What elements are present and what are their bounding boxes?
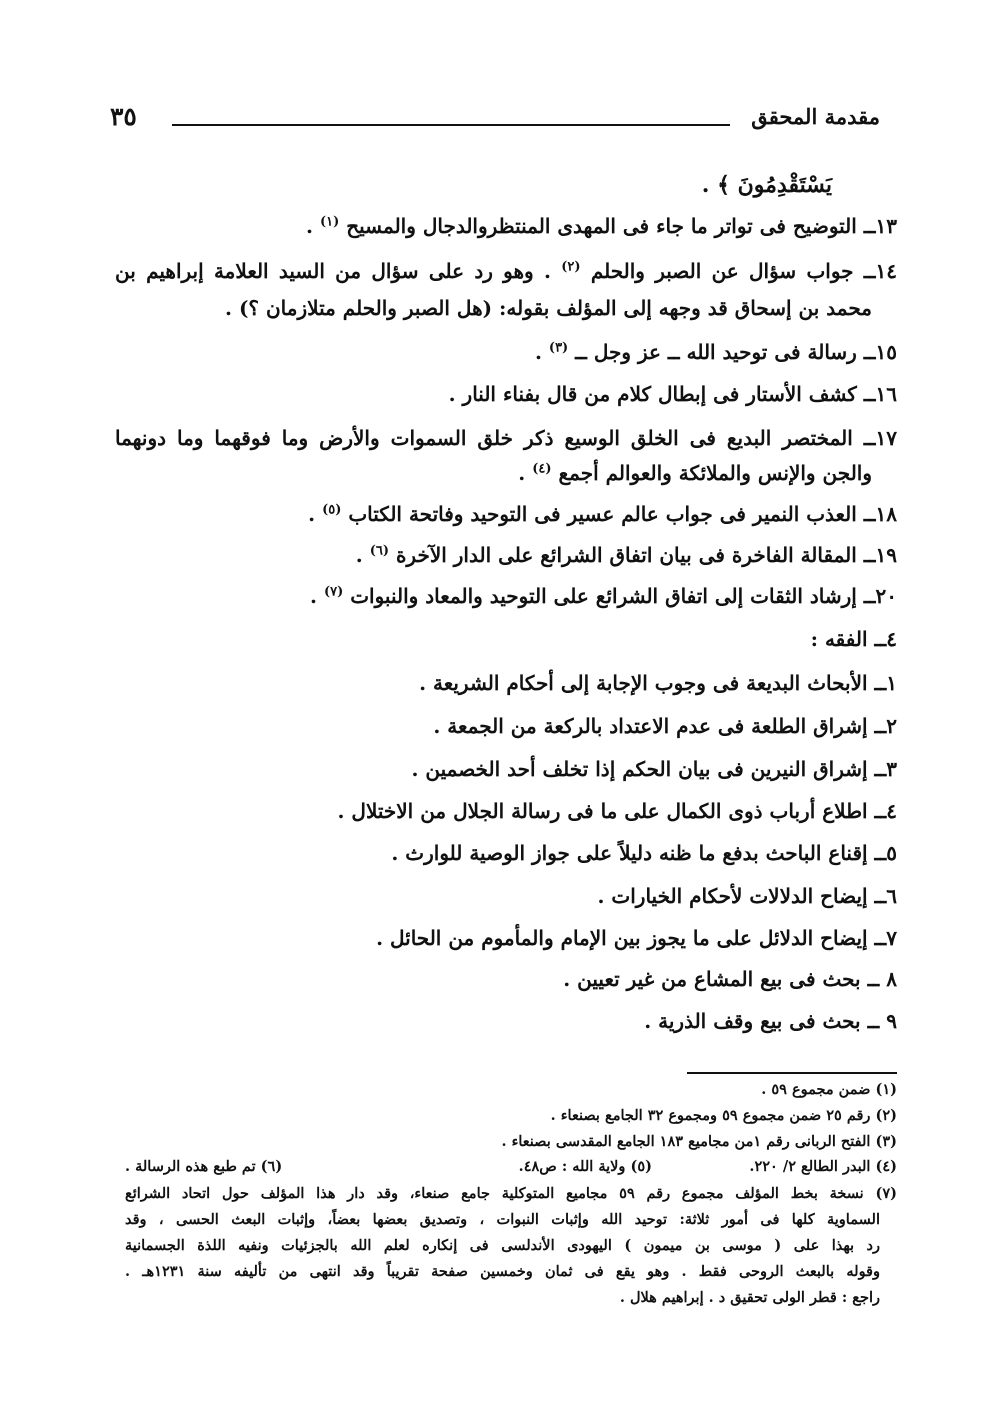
- work-tail: .: [518, 461, 533, 485]
- work-tail: .: [355, 543, 370, 567]
- footnote-row-4-6: [125, 1158, 897, 1180]
- work-item-continuation: [518, 461, 872, 485]
- work-text: والجن والإنس والملائكة والعوالم أجمع: [558, 461, 872, 485]
- work-text: ٢٠ــ إرشاد الثقات إلى اتفاق الشرائع على التوحيد والمعاد والنبوات: [350, 584, 897, 608]
- fiqh-item: ٧ــ إيضاح الدلائل على ما يجوز بين الإمام والمأموم من الحائل .: [376, 926, 897, 950]
- header-title: مقدمة المحقق: [751, 104, 880, 129]
- footnote-ref: (١): [319, 214, 340, 230]
- work-item-continuation: [225, 296, 872, 320]
- header-rule: [172, 124, 730, 126]
- work-item: [308, 502, 897, 526]
- fiqh-item: ٣ــ إشراق النيرين فى بيان الحكم إذا تخلف أحد الخصمين .: [411, 757, 897, 781]
- work-text: محمد بن إسحاق قد وجهه إلى المؤلف بقوله: (هل الصبر والحلم متلازمان ؟) .: [225, 296, 872, 320]
- footnote-rule: [687, 1072, 897, 1074]
- page-header: [110, 104, 880, 144]
- work-item: [115, 259, 897, 283]
- work-tail: .: [306, 214, 320, 238]
- work-text: ١٥ــ رسالة فى توحيد الله ــ عز وجل ــ: [575, 340, 897, 364]
- footnote-ref: (٧): [323, 584, 344, 600]
- work-text: ١٣ــ التوضيح فى تواتر ما جاء فى المهدى المنتظروالدجال والمسيح: [346, 214, 897, 238]
- footnote-2: (٢) رقم ٢٥ ضمن مجموع ٥٩ ومجموع ٣٢ الجامع بصنعاء .: [550, 1107, 897, 1124]
- footnote-4: (٤) البدر الطالع ٢/ ٢٢٠.: [749, 1158, 897, 1175]
- fiqh-item: ٦ــ إيضاح الدلالات لأحكام الخيارات .: [597, 884, 897, 908]
- work-item: [449, 382, 897, 406]
- work-item: [535, 340, 897, 364]
- fiqh-item: ٩ ــ بحث فى بيع وقف الذرية .: [644, 1009, 897, 1033]
- footnote-7-line: السماوية كلها فى أمور ثلاثة: توحيد الله وإثبات النبوات ، وتصديق بعضها بعضاً، وإثبات البعث الحسى ، وقد: [125, 1211, 880, 1228]
- footnote-ref: (٤): [532, 461, 552, 477]
- work-tail: .: [534, 340, 549, 364]
- section-heading-fiqh: ٤ــ الفقه :: [810, 627, 897, 651]
- work-text: ١٤ــ جواب سؤال عن الصبر والحلم: [590, 259, 898, 283]
- work-tail: .: [310, 584, 324, 608]
- footnote-7-line: (٧) نسخة بخط المؤلف مجموع رقم ٥٩ مجاميع المتوكلية جامع صنعاء، وقد دار هذا المؤلف حول اتحاد الشرائع: [125, 1185, 897, 1202]
- work-text: ١٧ــ المختصر البديع فى الخلق الوسيع ذكر خلق السموات والأرض وما فوقهما وما دونهما: [115, 426, 897, 450]
- footnote-6: (٦) تم طبع هذه الرسالة .: [125, 1158, 283, 1175]
- fiqh-item: ١ــ الأبحاث البديعة فى وجوب الإجابة إلى أحكام الشريعة .: [419, 671, 897, 695]
- work-item: [306, 214, 897, 238]
- footnote-7-line: رد بهذا على ( موسى بن ميمون ) اليهودى الأندلسى فى إنكاره لعلم الله بالجزئيات ونفيه اللذة الجسمانية: [125, 1237, 880, 1254]
- work-tail: . وهو رد على سؤال من السيد العلامة إبراهيم بن: [115, 259, 562, 283]
- fiqh-item: ٥ــ إقناع الباحث بدفع ما ظنه دليلاً على جواز الوصية للوارث .: [391, 841, 897, 865]
- footnote-ref: (٣): [548, 340, 569, 356]
- page-number: ٣٥: [110, 102, 137, 131]
- work-item: [310, 584, 897, 608]
- work-tail: .: [308, 502, 323, 526]
- opening-verse-tail: يَسْتَقْدِمُونَ ﴾ .: [701, 172, 832, 198]
- footnote-7-line: وقوله بالبعث الروحى فقط . وهو يقع فى ثمان وخمسين صفحة تقريباً وقد انتهى من تأليفه سنة ١٢٣١هـ .: [125, 1263, 880, 1280]
- work-text: ١٩ــ المقالة الفاخرة فى بيان اتفاق الشرائع على الدار الآخرة: [395, 543, 897, 567]
- footnote-7-line: راجع : قطر الولى تحقيق د . إبراهيم هلال .: [619, 1289, 880, 1306]
- footnote-ref: (٥): [322, 502, 342, 518]
- work-item: [356, 543, 897, 567]
- footnote-1: (١) ضمن مجموع ٥٩ .: [761, 1081, 897, 1098]
- work-text: ١٦ــ كشف الأستار فى إبطال كلام من قال بفناء النار .: [448, 382, 897, 406]
- fiqh-item: ٨ ــ بحث فى بيع المشاع من غير تعيين .: [563, 967, 897, 991]
- work-item: [115, 426, 897, 450]
- work-text: ١٨ــ العذب النمير فى جواب عالم عسير فى التوحيد وفاتحة الكتاب: [348, 502, 897, 526]
- fiqh-item: ٤ــ اطلاع أرباب ذوى الكمال على ما فى رسالة الجلال من الاختلال .: [337, 799, 897, 823]
- footnote-5: (٥) ولاية الله : ص٤٨.: [518, 1158, 652, 1175]
- footnote-ref: (٢): [561, 259, 581, 275]
- footnote-3: (٣) الفتح الربانى رقم ١من مجاميع ١٨٣ الجامع المقدسى بصنعاء .: [501, 1133, 897, 1150]
- fiqh-item: ٢ــ إشراق الطلعة فى عدم الاعتداد بالركعة من الجمعة .: [433, 714, 897, 738]
- footnote-ref: (٦): [369, 543, 389, 559]
